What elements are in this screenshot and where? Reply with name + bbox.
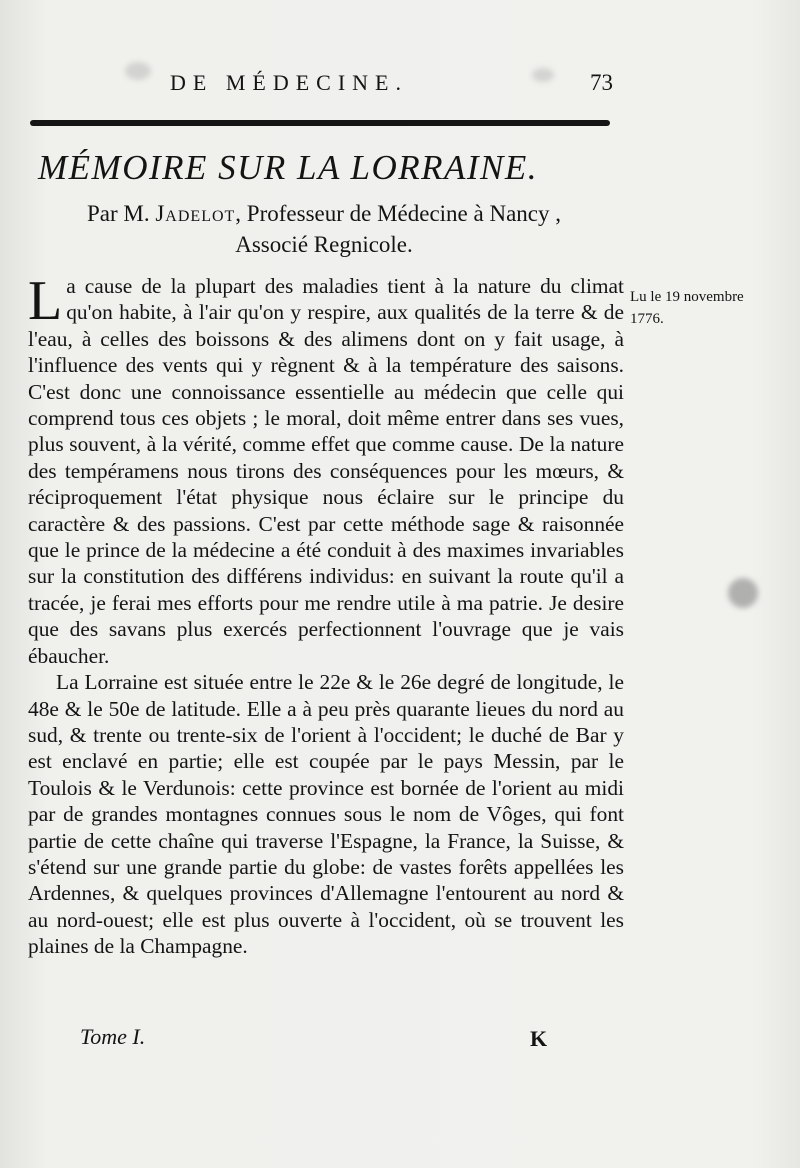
volume-label: Tome I. <box>80 1024 146 1049</box>
page-number: 73 <box>590 70 613 95</box>
header-rule <box>30 120 610 126</box>
paragraph-2: La Lorraine est située entre le 22e & le 26e degré de longitude, le 48e & le 50e de latitude. Elle a à peu près quarante lieues du nord au sud, & trente ou trente-six de l'orient à l'occident; le duché de Bar y est enclavé en partie; elle est coupée par le pays Messin, par le Toulois & le Verdunois: cette province est bornée de l'orient au midi par de grandes montagnes connues sous le nom de Vôges, qui font partie de cette chaîne qui traverse l'Espagne, la France, la Suisse, & s'étend sur une grande partie du globe: de vastes forêts appellées les Ardennes, & quelques provinces d'Allemagne l'entourent au nord & au nord-ouest; elle est plus ouverte à l'occident, où se trouvent les plaines de la Champagne. <box>28 670 624 959</box>
ink-spot <box>125 62 151 80</box>
article-title: MÉMOIRE SUR LA LORRAINE. <box>38 148 539 187</box>
byline-line-1 <box>24 198 624 229</box>
byline-affiliation: , Professeur de Médecine à Nancy , <box>235 201 562 226</box>
margin-note <box>630 286 800 330</box>
byline-prefix: Par M. <box>86 201 150 226</box>
ink-spot <box>728 578 758 608</box>
margin-note-year: 1776. <box>630 311 664 327</box>
margin-note-date: Lu le 19 novembre <box>630 289 744 305</box>
signature-mark: K <box>530 1026 548 1051</box>
author-name: Jadelot <box>155 201 236 226</box>
running-head: DE MÉDECINE. <box>170 70 408 95</box>
drop-cap: L <box>28 270 63 332</box>
paragraph-1 <box>28 270 624 669</box>
ink-spot <box>532 68 554 82</box>
byline-line-2: Associé Regnicole. <box>235 232 413 257</box>
paragraph-1-text: a cause de la plupart des maladies tient à la nature du climat qu'on habite, à l'air qu'on y respire, aux qualités de la terre & de l'eau, à celles des boissons & des alimens dont on y fait usage, à l'influence des vents qui y règnent & à la température des saisons. C'est donc une connoissance essentielle au médecin que celle qui comprend tous ces objets ; le moral, doit même entrer dans ses vues, plus souvent, à la vérité, comme effet que comme cause. De la nature des tempéramens nous tirons des conséquences pour les mœurs, & réciproquement l'état physique nous éclaire sur le principe du caractère & des passions. C'est par cette méthode sage & raisonnée que le prince de la médecine a été conduit à des maximes invariables sur la constitution des différens individus: en suivant la route qu'il a tracée, je ferai mes efforts pour me rendre utile à ma patrie. Je desire que des savans plus exercés perfectionnent l'ouvrage que je vais ébaucher. <box>28 274 624 668</box>
article-body <box>28 270 624 960</box>
byline <box>24 198 624 260</box>
